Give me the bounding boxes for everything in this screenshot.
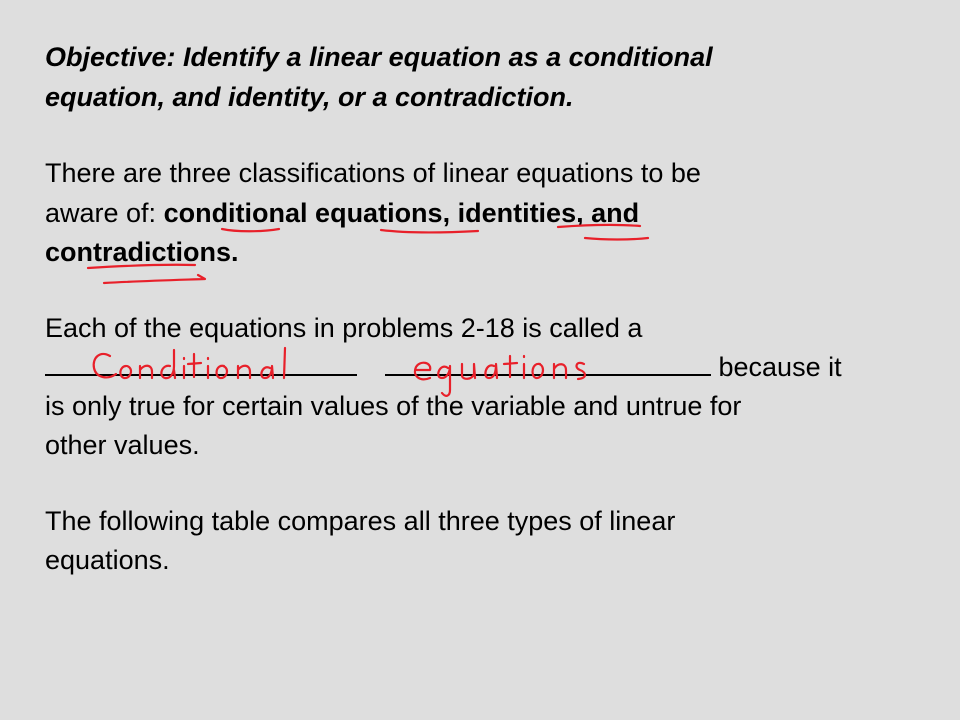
classifications-line-2 — [45, 194, 639, 233]
problems-line-3: is only true for certain values of the variable and untrue for — [45, 391, 742, 421]
classifications-terms: conditional equations, identities, and — [163, 198, 640, 228]
classifications-intro: aware of: — [45, 198, 164, 228]
table-intro-line-2: equations. — [45, 545, 170, 575]
table-intro-line-1: The following table compares all three types of linear — [45, 506, 676, 536]
problems-line-2 — [45, 348, 842, 387]
problems-line-2-tail: because it — [711, 352, 842, 382]
problems-line-4: other values. — [45, 430, 200, 460]
fill-blank-2 — [385, 352, 711, 376]
problems-line-1: Each of the equations in problems 2-18 is called a — [45, 313, 643, 343]
objective-line-2: equation, and identity, or a contradiction. — [45, 82, 574, 112]
fill-blank-1 — [45, 352, 357, 376]
objective-line-1: Objective: Identify a linear equation as a conditional — [45, 42, 713, 72]
classifications-line-3: contradictions. — [45, 237, 239, 267]
underline-contradictions-2 — [104, 275, 205, 283]
underline-identities-2 — [585, 238, 648, 240]
classifications-line-1: There are three classifications of linear equations to be — [45, 158, 701, 188]
